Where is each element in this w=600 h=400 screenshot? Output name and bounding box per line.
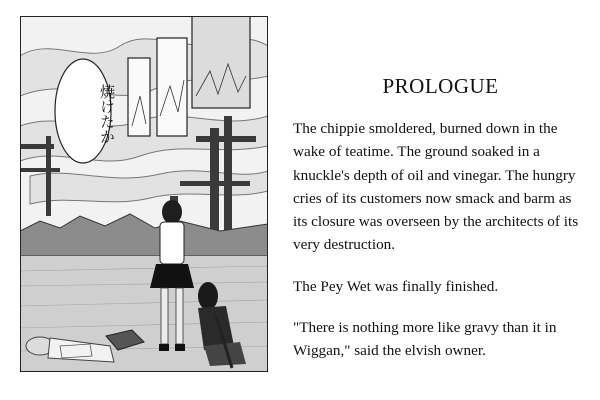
inset-panel-narrow xyxy=(128,58,150,136)
paragraph-quote: "There is nothing more like gravy than it in Wiggan," said the elvish owner. xyxy=(293,319,557,360)
story-text xyxy=(293,74,588,381)
manga-illustration xyxy=(20,16,268,372)
inset-panel-fire xyxy=(192,16,250,108)
chapter-heading: PROLOGUE xyxy=(382,74,499,98)
ruined-scene-drawing xyxy=(20,16,268,372)
speech-bubble-text: 焼けたか xyxy=(98,84,116,144)
paragraph-opening: The chippie smoldered, burned down in the wake of teatime. The ground soaked in a knuckle's depth of oil and vinegar. The hungry cries of its customers now smack and barm as its closure was overseen by the architects of its very destruction. xyxy=(293,120,579,254)
paragraph-finished: The Pey Wet was finally finished. xyxy=(293,277,499,295)
